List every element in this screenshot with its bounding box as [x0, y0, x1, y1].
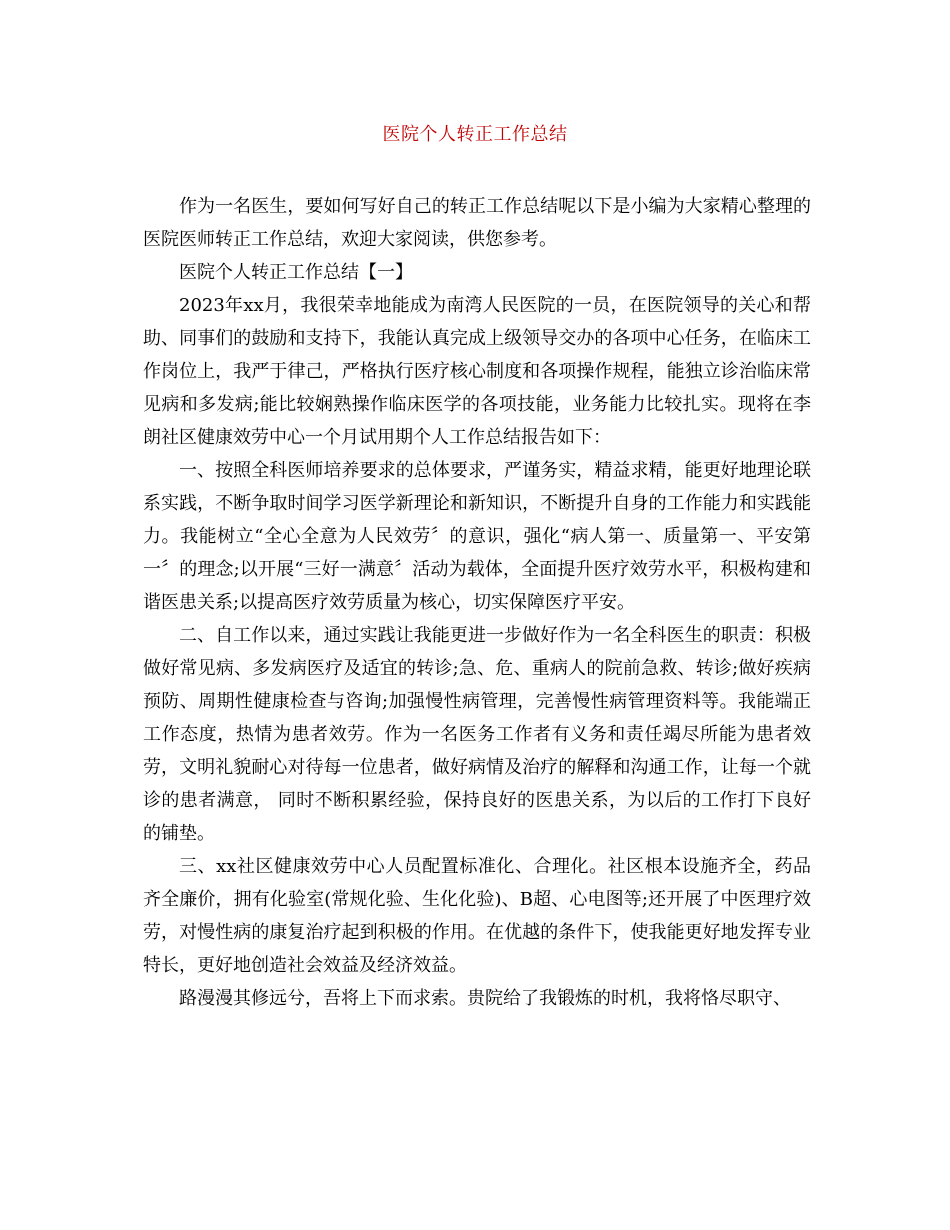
- paragraph-intro: 作为一名医生，要如何写好自己的转正工作总结呢以下是小编为大家精心整理的医院医师转正工作总结，欢迎大家阅读，供您参考。: [143, 196, 811, 250]
- paragraph-point-three: 三、xx社区健康效劳中心人员配置标准化、合理化。社区根本设施齐全，药品齐全廉价，拥有化验室(常规化验、生化化验)、B超、心电图等;还开展了中医理疗效劳，对慢性病的康复治疗起到积极的作用。在优越的条件下，使我能更好地发挥专业特长，更好地创造社会效益及经济效益。: [143, 856, 811, 976]
- document-title: 医院个人转正工作总结: [382, 124, 568, 145]
- section-heading-one: 医院个人转正工作总结【一】: [179, 262, 413, 283]
- paragraph-point-one: 一、按照全科医师培养要求的总体要求，严谨务实，精益求精，能更好地理论联系实践，不断争取时间学习医学新理论和新知识，不断提升自身的工作能力和实践能力。我能树立“全心全意为人民效劳〞的意识，强化“病人第一、质量第一、平安第一〞的理念;以开展“三好一满意〞活动为载体，全面提升医疗效劳水平，积极构建和谐医患关系;以提高医疗效劳质量为核心，切实保障医疗平安。: [143, 460, 811, 613]
- paragraph-point-two: 二、自工作以来，通过实践让我能更进一步做好作为一名全科医生的职责：积极做好常见病、多发病医疗及适宜的转诊;急、危、重病人的院前急救、转诊;做好疾病预防、周期性健康检查与咨询;加强慢性病管理，完善慢性病管理资料等。我能端正工作态度，热情为患者效劳。作为一名医务工作者有义务和责任竭尽所能为患者效劳，文明礼貌耐心对待每一位患者，做好病情及治疗的解释和沟通工作，让每一个就诊的患者满意， 同时不断积累经验，保持良好的医患关系，为以后的工作打下良好的铺垫。: [143, 625, 811, 844]
- document-body: [143, 190, 811, 1015]
- paragraph-closing: 路漫漫其修远兮，吾将上下而求索。贵院给了我锻炼的时机，我将恪尽职守、: [179, 988, 791, 1009]
- paragraph-background: 2023年xx月，我很荣幸地能成为南湾人民医院的一员，在医院领导的关心和帮助、同事们的鼓励和支持下，我能认真完成上级领导交办的各项中心任务，在临床工作岗位上，我严于律己，严格执行医疗核心制度和各项操作规程，能独立诊治临床常见病和多发病;能比较娴熟操作临床医学的各项技能，业务能力比较扎实。现将在李朗社区健康效劳中心一个月试用期个人工作总结报告如下：: [143, 295, 811, 448]
